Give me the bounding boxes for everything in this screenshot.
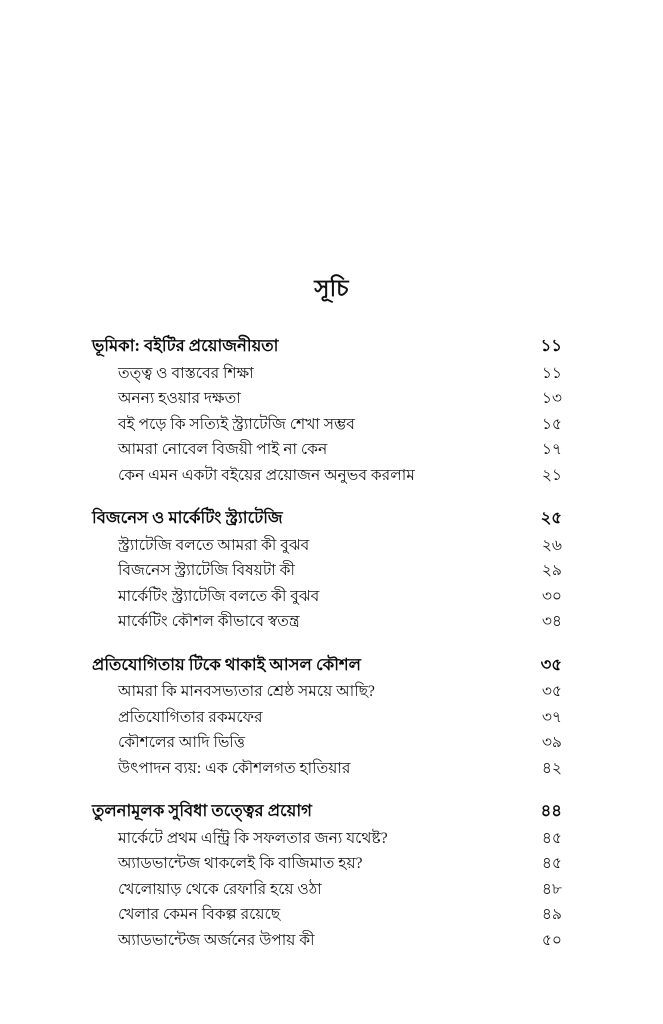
toc-page-number: ৪৯ bbox=[541, 906, 562, 923]
toc-entry-label: মার্কেটিং স্ট্র্যাটেজি বলতে কী বুঝব bbox=[118, 587, 320, 605]
toc-page-number: ৩৫ bbox=[540, 654, 562, 674]
toc-page-number: ১৭ bbox=[541, 441, 562, 458]
toc-entry-label: তত্ত্ব ও বাস্তবের শিক্ষা bbox=[118, 364, 254, 382]
toc-page-number: ৩০ bbox=[541, 587, 562, 605]
toc-section-row[interactable] bbox=[92, 803, 562, 831]
toc-entry-label: খেলার কেমন বিকল্প রয়েছে bbox=[118, 906, 281, 923]
toc-section-label: বিজনেস ও মার্কেটিং স্ট্র্যাটেজি bbox=[92, 508, 283, 527]
toc-entry-row[interactable] bbox=[92, 856, 562, 882]
page-title: সূচি bbox=[314, 276, 349, 301]
toc-page-number: ৫০ bbox=[541, 931, 562, 949]
toc-page-number: ৩৭ bbox=[541, 708, 562, 726]
toc-entry-label: উৎপাদন ব্যয়: এক কৌশলগত হাতিয়ার bbox=[118, 759, 351, 777]
toc-page-number: ৪৫ bbox=[541, 855, 562, 872]
toc-page-number: ৪২ bbox=[541, 759, 562, 777]
toc-page-number: ১১ bbox=[540, 336, 562, 355]
toc-page-number: ৩৪ bbox=[541, 613, 562, 630]
toc-page-number: ২৫ bbox=[540, 508, 562, 527]
toc-entry-label: অনন্য হওয়ার দক্ষতা bbox=[118, 390, 241, 407]
toc-entry-row[interactable] bbox=[92, 735, 562, 761]
table-of-contents-list bbox=[92, 338, 562, 958]
toc-page-number: ৪৮ bbox=[541, 880, 562, 898]
toc-entry-row[interactable] bbox=[92, 761, 562, 787]
toc-entry-row[interactable] bbox=[92, 882, 562, 908]
toc-page-number: ৩৫ bbox=[541, 683, 562, 700]
toc-entry-row[interactable] bbox=[92, 614, 562, 640]
toc-entry-row[interactable] bbox=[92, 366, 562, 392]
toc-entry-row[interactable] bbox=[92, 684, 562, 710]
toc-entry-row[interactable] bbox=[92, 417, 562, 443]
toc-entry-row[interactable] bbox=[92, 538, 562, 564]
toc-page-number: ২৯ bbox=[541, 562, 562, 579]
toc-entry-label: কৌশলের আদি ভিত্তি bbox=[118, 734, 245, 751]
toc-entry-row[interactable] bbox=[92, 710, 562, 736]
toc-entry-row[interactable] bbox=[92, 391, 562, 417]
toc-entry-row[interactable] bbox=[92, 442, 562, 468]
toc-entry-label: অ্যাডভান্টেজ অর্জনের উপায় কী bbox=[118, 931, 315, 949]
toc-page-number: ২৬ bbox=[541, 536, 562, 554]
toc-entry-row[interactable] bbox=[92, 907, 562, 933]
toc-section-row[interactable] bbox=[92, 654, 562, 685]
toc-entry-label: অ্যাডভান্টেজ থাকলেই কি বাজিমাত হয়? bbox=[118, 855, 363, 872]
toc-entry-label: প্রতিযোগিতার রকমফের bbox=[118, 708, 263, 726]
toc-entry-label: বই পড়ে কি সত্যিই স্ট্র্যাটেজি শেখা সম্ভব bbox=[118, 415, 355, 433]
toc-entry-row[interactable] bbox=[92, 933, 562, 959]
toc-entry-label: বিজনেস স্ট্র্যাটেজি বিষয়টা কী bbox=[118, 562, 295, 579]
toc-section-label: প্রতিযোগিতায় টিকে থাকাই আসল কৌশল bbox=[92, 654, 361, 674]
toc-section-label: ভূমিকা: বইটির প্রয়োজনীয়তা bbox=[92, 336, 279, 355]
toc-entry-row[interactable] bbox=[92, 563, 562, 589]
toc-page-number: ৪৫ bbox=[541, 829, 562, 847]
toc-entry-label: খেলোয়াড় থেকে রেফারি হয়ে ওঠা bbox=[118, 880, 322, 898]
toc-entry-row[interactable] bbox=[92, 589, 562, 615]
toc-section-row[interactable] bbox=[92, 338, 562, 366]
toc-entry-row[interactable] bbox=[92, 468, 562, 494]
toc-entry-label: আমরা কি মানবসভ্যতার শ্রেষ্ঠ সময়ে আছি? bbox=[118, 683, 375, 700]
toc-page-number: ৩৯ bbox=[541, 734, 562, 751]
toc-page-number: ১৫ bbox=[541, 415, 562, 433]
toc-entry-row[interactable] bbox=[92, 831, 562, 857]
toc-section-row[interactable] bbox=[92, 510, 562, 538]
toc-page-number: ১১ bbox=[541, 364, 562, 382]
toc-section-label: তুলনামূলক সুবিধা তত্ত্বের প্রয়োগ bbox=[92, 801, 312, 820]
toc-page-number: ২১ bbox=[541, 466, 562, 484]
toc-entry-label: মার্কেটিং কৌশল কীভাবে স্বতন্ত্র bbox=[118, 613, 300, 630]
toc-entry-label: আমরা নোবেল বিজয়ী পাই না কেন bbox=[118, 441, 328, 458]
toc-entry-label: কেন এমন একটা বইয়ের প্রয়োজন অনুভব করলাম bbox=[118, 466, 415, 484]
toc-page-number: ৪৪ bbox=[540, 801, 562, 820]
toc-page-number: ১৩ bbox=[541, 390, 562, 407]
toc-entry-label: মার্কেটে প্রথম এন্ট্রি কি সফলতার জন্য যথেষ্ট? bbox=[118, 829, 388, 847]
toc-entry-label: স্ট্র্যাটেজি বলতে আমরা কী বুঝব bbox=[118, 536, 310, 554]
